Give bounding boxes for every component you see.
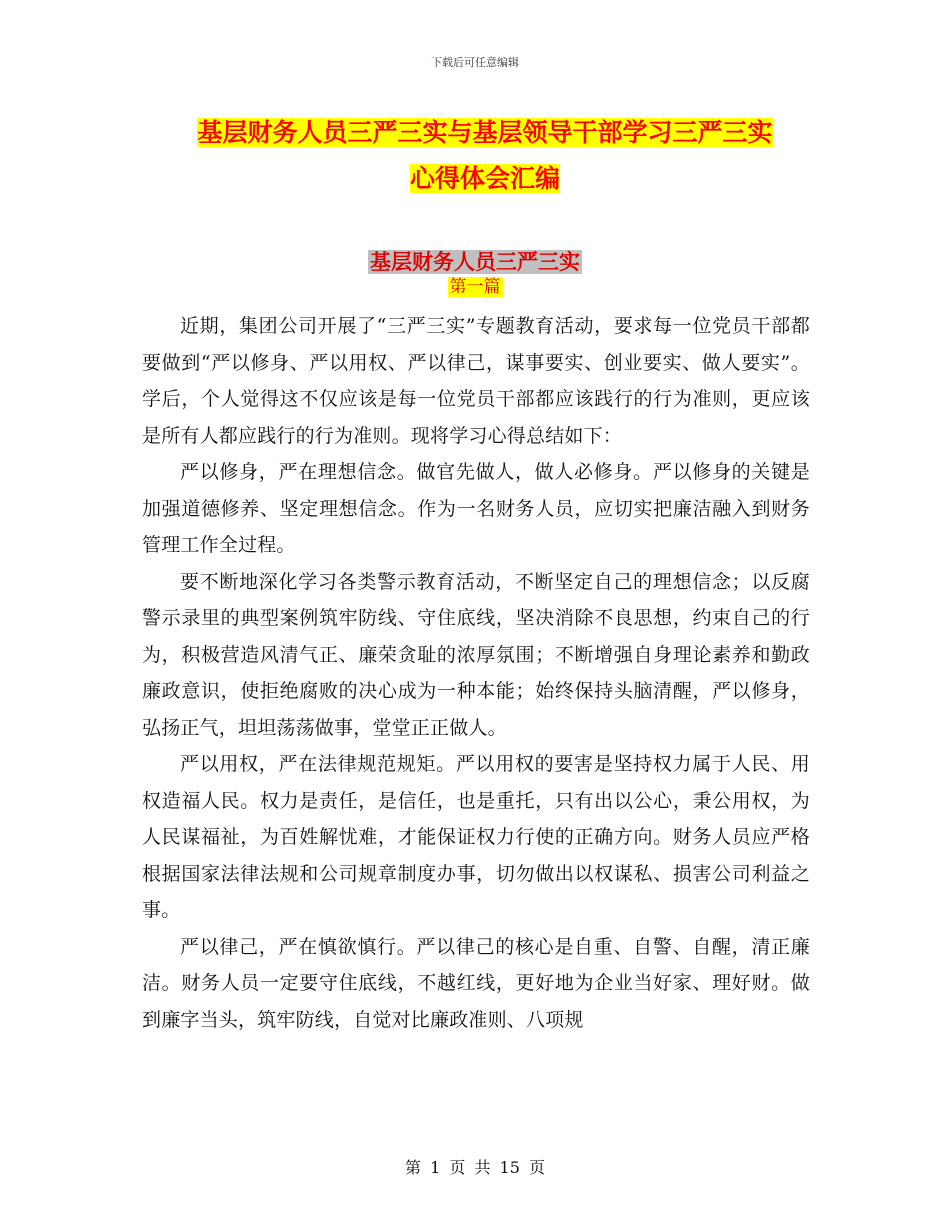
section-heading [0, 248, 950, 276]
page-number-footer: 第 1 页 共 15 页 [405, 1158, 545, 1177]
paragraph: 近期，集团公司开展了“三严三实”专题教育活动，要求每一位党员干部都要做到“严以修身、严以用权、严以律己，谋事要实、创业要实、做人要实”。学后，个人觉得这不仅应该是每一位党员干部都应该践行的行为准则，更应该是所有人都应践行的行为准则。现将学习心得总结如下： [142, 315, 810, 447]
document-title [140, 110, 830, 202]
section-heading-text: 基层财务人员三严三实 [370, 250, 580, 274]
subsection-heading [0, 276, 950, 298]
document-title-line-2: 心得体会汇编 [409, 164, 560, 193]
paragraph: 严以律己，严在慎欲慎行。严以律己的核心是自重、自警、自醒，清正廉洁。财务人员一定要守住底线，不越红线，更好地为企业当好家、理好财。做到廉字当头，筑牢防线，自觉对比廉政准则、八项规 [142, 935, 810, 1031]
document-title-line-1: 基层财务人员三严三实与基层领导干部学习三严三实 [197, 118, 773, 147]
page-header-note: 下载后可任意编辑 [431, 56, 519, 69]
paragraph: 严以修身，严在理想信念。做官先做人，做人必修身。严以修身的关键是加强道德修养、坚定理想信念。作为一名财务人员，应切实把廉洁融入到财务管理工作全过程。 [142, 461, 810, 556]
subsection-heading-text: 第一篇 [449, 277, 501, 297]
body-text [142, 308, 810, 1038]
paragraph: 严以用权，严在法律规范规矩。严以用权的要害是坚持权力属于人民、用权造福人民。权力是责任，是信任，也是重托，只有出以公心，秉公用权，为人民谋福祉，为百姓解忧难，才能保证权力行使的正确方向。财务人员应严格根据国家法律法规和公司规章制度办事，切勿做出以权谋私、损害公司利益之事。 [142, 753, 810, 921]
paragraph: 要不断地深化学习各类警示教育活动，不断坚定自己的理想信念；以反腐警示录里的典型案例筑牢防线、守住底线，坚决消除不良思想，约束自己的行为，积极营造风清气正、廉荣贪耻的浓厚氛围；不断增强自身理论素养和勤政廉政意识，使拒绝腐败的决心成为一种本能；始终保持头脑清醒，严以修身，弘扬正气，坦坦荡荡做事，堂堂正正做人。 [142, 570, 810, 739]
